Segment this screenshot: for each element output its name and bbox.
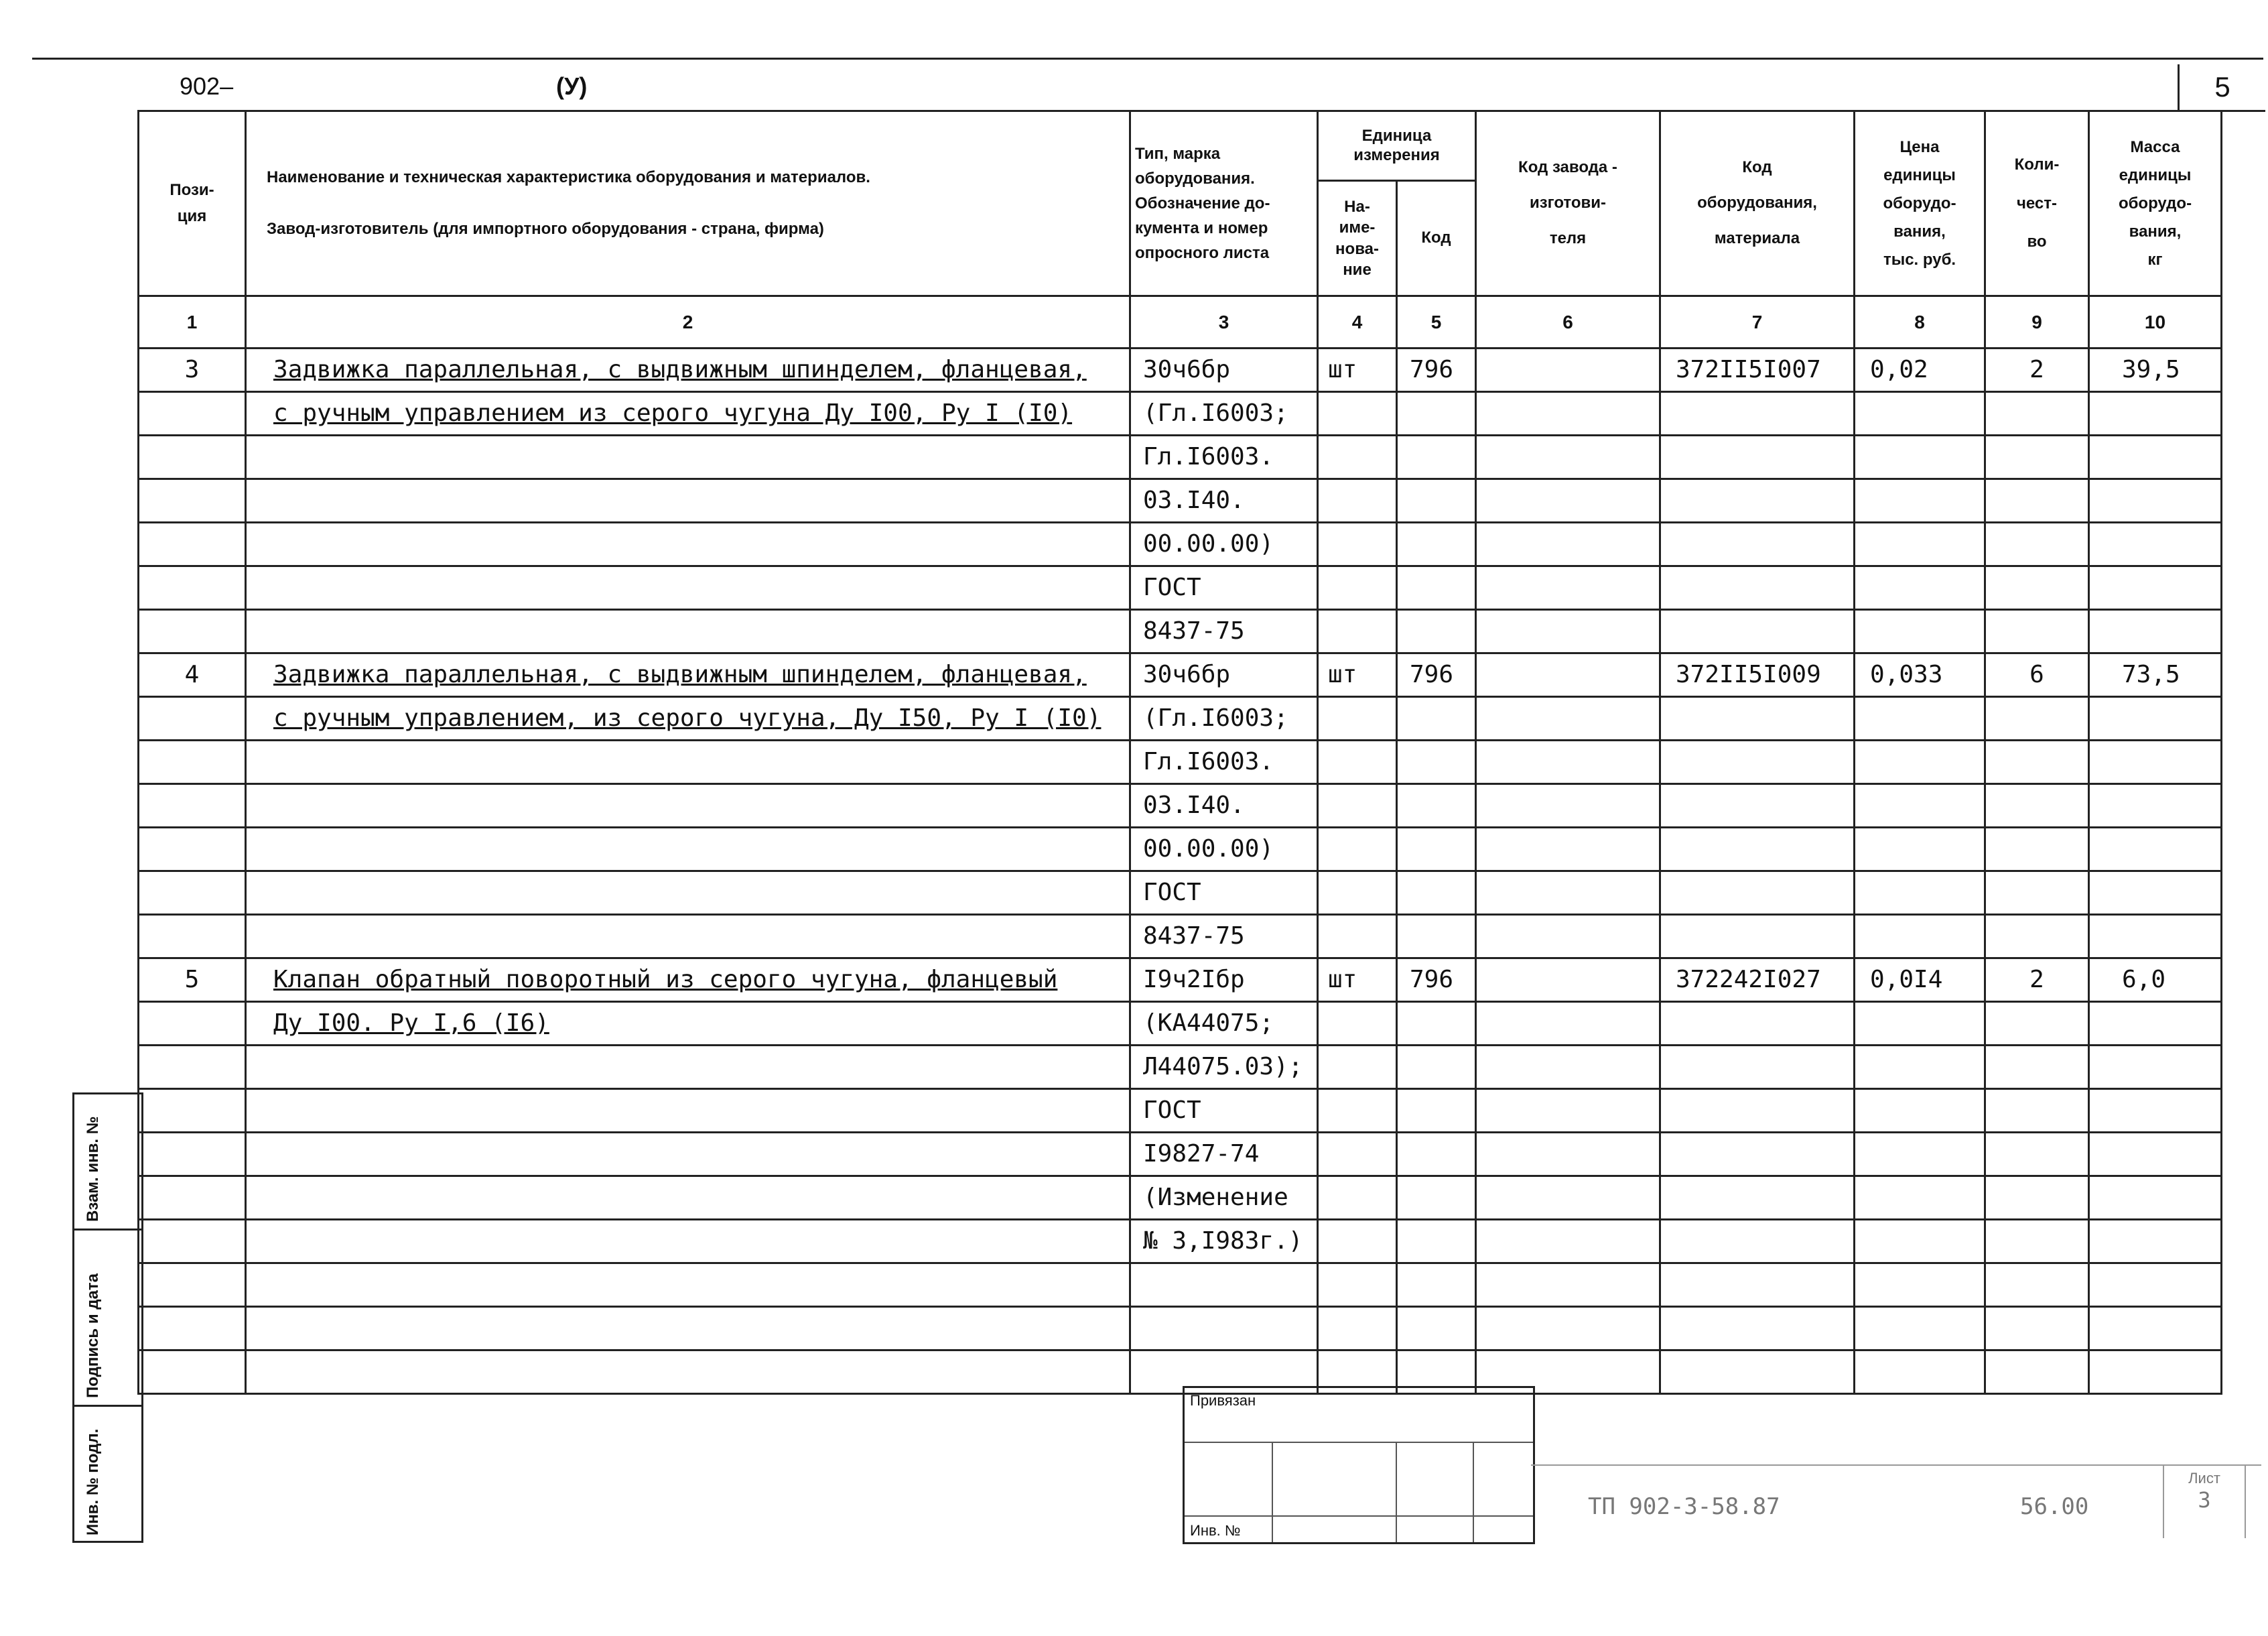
cell-factory [1476, 1220, 1660, 1263]
cell-factory [1476, 479, 1660, 523]
cell-qty [1985, 871, 2089, 915]
cell-qty [1985, 1176, 2089, 1220]
cell-eq-code [1660, 610, 1855, 653]
cell-eq-code [1660, 1133, 1855, 1176]
cell-code [1397, 1263, 1476, 1307]
cell-mass [2089, 784, 2222, 828]
cell-price [1855, 523, 1985, 566]
cell-code [1397, 566, 1476, 610]
col-price-header: Цена единицы оборудо- вания, тыс. руб. [1855, 111, 1985, 296]
cell-factory [1476, 1307, 1660, 1350]
cell-eq-code [1660, 1307, 1855, 1350]
cell-type [1130, 1307, 1318, 1350]
cell-type: 03.I40. [1130, 784, 1318, 828]
cell-pos [139, 1220, 246, 1263]
cell-price [1855, 1046, 1985, 1089]
table-row [139, 436, 2222, 479]
cell-code [1397, 697, 1476, 741]
cell-name [246, 1220, 1130, 1263]
cell-name [246, 566, 1130, 610]
cell-eq-code [1660, 871, 1855, 915]
table-row [139, 784, 2222, 828]
cell-eq-code: 372II5I009 [1660, 653, 1855, 697]
cell-unit [1318, 1220, 1397, 1263]
cell-price [1855, 566, 1985, 610]
cell-qty [1985, 479, 2089, 523]
footer-album: 56.00 [2020, 1493, 2089, 1520]
cell-unit [1318, 741, 1397, 784]
cell-qty [1985, 1046, 2089, 1089]
table-row [139, 392, 2222, 436]
cell-qty [1985, 1002, 2089, 1046]
cell-mass [2089, 610, 2222, 653]
side-label-replace-inv: Взам. инв. № [72, 1092, 143, 1231]
cell-qty [1985, 1220, 2089, 1263]
cell-name [246, 523, 1130, 566]
cell-mass [2089, 1002, 2222, 1046]
cell-code [1397, 392, 1476, 436]
cell-qty [1985, 828, 2089, 871]
table-row [139, 566, 2222, 610]
cell-unit [1318, 523, 1397, 566]
cell-eq-code [1660, 1350, 1855, 1394]
cell-pos: 4 [139, 653, 246, 697]
specification-table [137, 110, 2222, 1395]
cell-unit [1318, 392, 1397, 436]
cell-type: Гл.I6003. [1130, 741, 1318, 784]
cell-type: Л44075.03); [1130, 1046, 1318, 1089]
cell-code [1397, 610, 1476, 653]
cell-price [1855, 1089, 1985, 1133]
cell-mass [2089, 1307, 2222, 1350]
cell-eq-code [1660, 915, 1855, 958]
cell-pos: 5 [139, 958, 246, 1002]
cell-factory [1476, 915, 1660, 958]
cell-eq-code [1660, 392, 1855, 436]
cell-type: 8437-75 [1130, 915, 1318, 958]
cell-type: ГОСТ [1130, 1089, 1318, 1133]
cell-eq-code [1660, 741, 1855, 784]
cell-unit [1318, 915, 1397, 958]
attachment-stamp [1183, 1386, 1535, 1544]
table-row [139, 958, 2222, 1002]
cell-unit [1318, 479, 1397, 523]
cell-type: (Гл.I6003; [1130, 697, 1318, 741]
cell-qty [1985, 523, 2089, 566]
cell-pos [139, 1350, 246, 1394]
cell-price [1855, 784, 1985, 828]
cell-factory [1476, 871, 1660, 915]
col-factory-header: Код завода - изготови- теля [1476, 111, 1660, 296]
side-label-signature: Подпись и дата [72, 1229, 143, 1407]
cell-code [1397, 1133, 1476, 1176]
cell-qty [1985, 1307, 2089, 1350]
cell-qty: 2 [1985, 349, 2089, 392]
table-row [139, 1089, 2222, 1133]
cell-unit [1318, 1089, 1397, 1133]
cell-unit: шт [1318, 349, 1397, 392]
cell-code [1397, 828, 1476, 871]
cell-type [1130, 1263, 1318, 1307]
table-row [139, 653, 2222, 697]
cell-eq-code [1660, 697, 1855, 741]
cell-name [246, 1350, 1130, 1394]
cell-unit [1318, 1176, 1397, 1220]
cell-mass [2089, 1046, 2222, 1089]
cell-factory [1476, 1089, 1660, 1133]
cell-eq-code: 372II5I007 [1660, 349, 1855, 392]
cell-price [1855, 697, 1985, 741]
table-row [139, 1263, 2222, 1307]
cell-factory [1476, 697, 1660, 741]
cell-price [1855, 479, 1985, 523]
cell-eq-code [1660, 523, 1855, 566]
cell-price [1855, 1220, 1985, 1263]
table-row [139, 741, 2222, 784]
cell-code [1397, 436, 1476, 479]
cell-mass: 73,5 [2089, 653, 2222, 697]
table-row [139, 697, 2222, 741]
cell-name [246, 1263, 1130, 1307]
table-row [139, 871, 2222, 915]
cell-eq-code [1660, 828, 1855, 871]
cell-factory [1476, 1133, 1660, 1176]
cell-factory [1476, 349, 1660, 392]
cell-unit [1318, 610, 1397, 653]
cell-unit [1318, 1133, 1397, 1176]
cell-unit [1318, 1307, 1397, 1350]
cell-price [1855, 392, 1985, 436]
cell-eq-code [1660, 784, 1855, 828]
table-row [139, 1002, 2222, 1046]
cell-type: № 3,I983г.) [1130, 1220, 1318, 1263]
table-row [139, 523, 2222, 566]
cell-pos [139, 915, 246, 958]
col-unit-name-header: На- име- нова- ние [1318, 181, 1397, 296]
cell-eq-code [1660, 1263, 1855, 1307]
cell-mass [2089, 1176, 2222, 1220]
cell-qty [1985, 1263, 2089, 1307]
cell-name [246, 1307, 1130, 1350]
cell-price [1855, 741, 1985, 784]
col-mass-header: Масса единицы оборудо- вания, кг [2089, 111, 2222, 296]
table-row [139, 1176, 2222, 1220]
footer-sheet-box: Лист 3 [2163, 1464, 2246, 1538]
cell-factory [1476, 828, 1660, 871]
cell-mass [2089, 1089, 2222, 1133]
cell-qty [1985, 610, 2089, 653]
cell-qty: 6 [1985, 653, 2089, 697]
cell-factory [1476, 566, 1660, 610]
cell-unit: шт [1318, 653, 1397, 697]
cell-name [246, 610, 1130, 653]
cell-name [246, 436, 1130, 479]
cell-qty [1985, 1133, 2089, 1176]
cell-pos [139, 1307, 246, 1350]
stamp-attached-label: Привязан [1190, 1392, 1256, 1409]
cell-eq-code [1660, 1089, 1855, 1133]
col-unit-header: Единица измерения [1318, 111, 1476, 181]
cell-price [1855, 1350, 1985, 1394]
cell-mass [2089, 1133, 2222, 1176]
cell-qty [1985, 697, 2089, 741]
table-row [139, 915, 2222, 958]
cell-mass [2089, 915, 2222, 958]
table-row [139, 1307, 2222, 1350]
cell-pos: 3 [139, 349, 246, 392]
cell-eq-code [1660, 436, 1855, 479]
cell-mass [2089, 1220, 2222, 1263]
cell-pos [139, 871, 246, 915]
title-block-line [1531, 1464, 2261, 1466]
sheet-number: 5 [2178, 64, 2265, 112]
cell-name [246, 828, 1130, 871]
cell-pos [139, 784, 246, 828]
cell-code [1397, 1220, 1476, 1263]
cell-eq-code [1660, 1176, 1855, 1220]
cell-eq-code [1660, 1046, 1855, 1089]
cell-code [1397, 741, 1476, 784]
cell-price [1855, 1002, 1985, 1046]
cell-factory [1476, 653, 1660, 697]
cell-qty: 2 [1985, 958, 2089, 1002]
cell-code [1397, 871, 1476, 915]
side-label-original-inv: Инв. № подл. [72, 1405, 143, 1543]
cell-type: 8437-75 [1130, 610, 1318, 653]
cell-pos [139, 566, 246, 610]
cell-mass: 6,0 [2089, 958, 2222, 1002]
cell-pos [139, 1133, 246, 1176]
cell-type: (Гл.I6003; [1130, 392, 1318, 436]
cell-mass [2089, 566, 2222, 610]
cell-mass [2089, 1350, 2222, 1394]
cell-pos [139, 610, 246, 653]
cell-type: 00.00.00) [1130, 828, 1318, 871]
cell-mass [2089, 741, 2222, 784]
cell-type: 00.00.00) [1130, 523, 1318, 566]
cell-mass [2089, 828, 2222, 871]
cell-price: 0,033 [1855, 653, 1985, 697]
cell-factory [1476, 1046, 1660, 1089]
cell-name: Ду I00. Ру I,6 (I6) [246, 1002, 1130, 1046]
cell-price [1855, 1307, 1985, 1350]
col-unit-code-header: Код [1397, 181, 1476, 296]
table-row [139, 1220, 2222, 1263]
cell-mass [2089, 697, 2222, 741]
cell-name [246, 1133, 1130, 1176]
cell-unit [1318, 1263, 1397, 1307]
cell-price [1855, 1133, 1985, 1176]
cell-factory [1476, 610, 1660, 653]
cell-name [246, 1089, 1130, 1133]
cell-pos [139, 392, 246, 436]
cell-name [246, 915, 1130, 958]
column-numbers-row: 1 2 3 4 5 6 7 8 9 10 [139, 296, 2222, 349]
col-eqcode-header: Код оборудования, материала [1660, 111, 1855, 296]
cell-type: 30ч6бр [1130, 349, 1318, 392]
col-position-header: Пози- ция [139, 111, 246, 296]
cell-factory [1476, 1002, 1660, 1046]
cell-price [1855, 915, 1985, 958]
cell-unit [1318, 436, 1397, 479]
cell-factory [1476, 392, 1660, 436]
cell-type: 30ч6бр [1130, 653, 1318, 697]
cell-pos [139, 436, 246, 479]
cell-unit [1318, 566, 1397, 610]
cell-unit: шт [1318, 958, 1397, 1002]
cell-eq-code [1660, 1002, 1855, 1046]
cell-code [1397, 784, 1476, 828]
cell-eq-code [1660, 566, 1855, 610]
cell-code: 796 [1397, 349, 1476, 392]
cell-qty [1985, 915, 2089, 958]
col-qty-header: Коли- чест- во [1985, 111, 2089, 296]
cell-name: с ручным управлением из серого чугуна Ду I00, Ру I (I0) [246, 392, 1130, 436]
cell-eq-code: 372242I027 [1660, 958, 1855, 1002]
cell-mass [2089, 479, 2222, 523]
cell-price [1855, 436, 1985, 479]
cell-name: Клапан обратный поворотный из серого чугуна, фланцевый [246, 958, 1130, 1002]
cell-price [1855, 871, 1985, 915]
cell-name: Задвижка параллельная, с выдвижным шпинделем, фланцевая, [246, 653, 1130, 697]
cell-pos [139, 1176, 246, 1220]
cell-mass [2089, 1263, 2222, 1307]
cell-pos [139, 1089, 246, 1133]
cell-factory [1476, 784, 1660, 828]
cell-name [246, 871, 1130, 915]
col-type-header: Тип, марка оборудования. Обозначение до- кумента и номер опросного листа [1130, 111, 1318, 296]
cell-type: (КА44075; [1130, 1002, 1318, 1046]
cell-factory [1476, 958, 1660, 1002]
cell-eq-code [1660, 1220, 1855, 1263]
cell-code [1397, 1176, 1476, 1220]
cell-name [246, 479, 1130, 523]
cell-type: Гл.I6003. [1130, 436, 1318, 479]
cell-unit [1318, 828, 1397, 871]
cell-factory [1476, 436, 1660, 479]
cell-pos [139, 1263, 246, 1307]
cell-qty [1985, 1089, 2089, 1133]
cell-price [1855, 610, 1985, 653]
cell-factory [1476, 1176, 1660, 1220]
cell-price: 0,02 [1855, 349, 1985, 392]
cell-code: 796 [1397, 653, 1476, 697]
cell-mass: 39,5 [2089, 349, 2222, 392]
doc-prefix: 902– [180, 72, 234, 100]
table-row [139, 610, 2222, 653]
cell-unit [1318, 784, 1397, 828]
cell-name [246, 741, 1130, 784]
cell-unit [1318, 1002, 1397, 1046]
cell-pos [139, 697, 246, 741]
table-row [139, 1350, 2222, 1394]
cell-code [1397, 523, 1476, 566]
cell-factory [1476, 523, 1660, 566]
cell-pos [139, 1002, 246, 1046]
cell-code [1397, 479, 1476, 523]
cell-pos [139, 523, 246, 566]
cell-mass [2089, 871, 2222, 915]
cell-code [1397, 915, 1476, 958]
cell-qty [1985, 392, 2089, 436]
cell-name [246, 1176, 1130, 1220]
cell-type: ГОСТ [1130, 566, 1318, 610]
table-row [139, 1133, 2222, 1176]
cell-name: с ручным управлением, из серого чугуна, Ду I50, Ру I (I0) [246, 697, 1130, 741]
table-row [139, 479, 2222, 523]
col-name-header: Наименование и техническая характеристика оборудования и материалов. Завод-изготовитель (для импортного оборудования - страна, фирма) [246, 111, 1130, 296]
cell-pos [139, 741, 246, 784]
cell-price [1855, 828, 1985, 871]
cell-code [1397, 1307, 1476, 1350]
cell-type: (Изменение [1130, 1176, 1318, 1220]
cell-code [1397, 1002, 1476, 1046]
cell-unit [1318, 871, 1397, 915]
cell-eq-code [1660, 479, 1855, 523]
cell-code [1397, 1089, 1476, 1133]
cell-pos [139, 1046, 246, 1089]
cell-pos [139, 479, 246, 523]
cell-code [1397, 1046, 1476, 1089]
cell-unit [1318, 1046, 1397, 1089]
cell-type: I9827-74 [1130, 1133, 1318, 1176]
doc-variant: (У) [556, 72, 588, 100]
cell-type: I9ч2Iбр [1130, 958, 1318, 1002]
cell-factory [1476, 1263, 1660, 1307]
table-row [139, 1046, 2222, 1089]
cell-mass [2089, 392, 2222, 436]
cell-name: Задвижка параллельная, с выдвижным шпинделем, фланцевая, [246, 349, 1130, 392]
cell-qty [1985, 741, 2089, 784]
table-row [139, 828, 2222, 871]
cell-qty [1985, 1350, 2089, 1394]
cell-price [1855, 1176, 1985, 1220]
cell-name [246, 784, 1130, 828]
cell-name [246, 1046, 1130, 1089]
cell-mass [2089, 436, 2222, 479]
cell-qty [1985, 784, 2089, 828]
cell-type: ГОСТ [1130, 871, 1318, 915]
cell-code: 796 [1397, 958, 1476, 1002]
table-row [139, 349, 2222, 392]
cell-price [1855, 1263, 1985, 1307]
cell-mass [2089, 523, 2222, 566]
cell-qty [1985, 566, 2089, 610]
cell-price: 0,0I4 [1855, 958, 1985, 1002]
cell-factory [1476, 741, 1660, 784]
cell-qty [1985, 436, 2089, 479]
cell-type: 03.I40. [1130, 479, 1318, 523]
footer-doc-code: ТП 902-3-58.87 [1588, 1493, 1780, 1520]
stamp-inv-label: Инв. № [1190, 1522, 1241, 1539]
cell-unit [1318, 697, 1397, 741]
cell-pos [139, 828, 246, 871]
